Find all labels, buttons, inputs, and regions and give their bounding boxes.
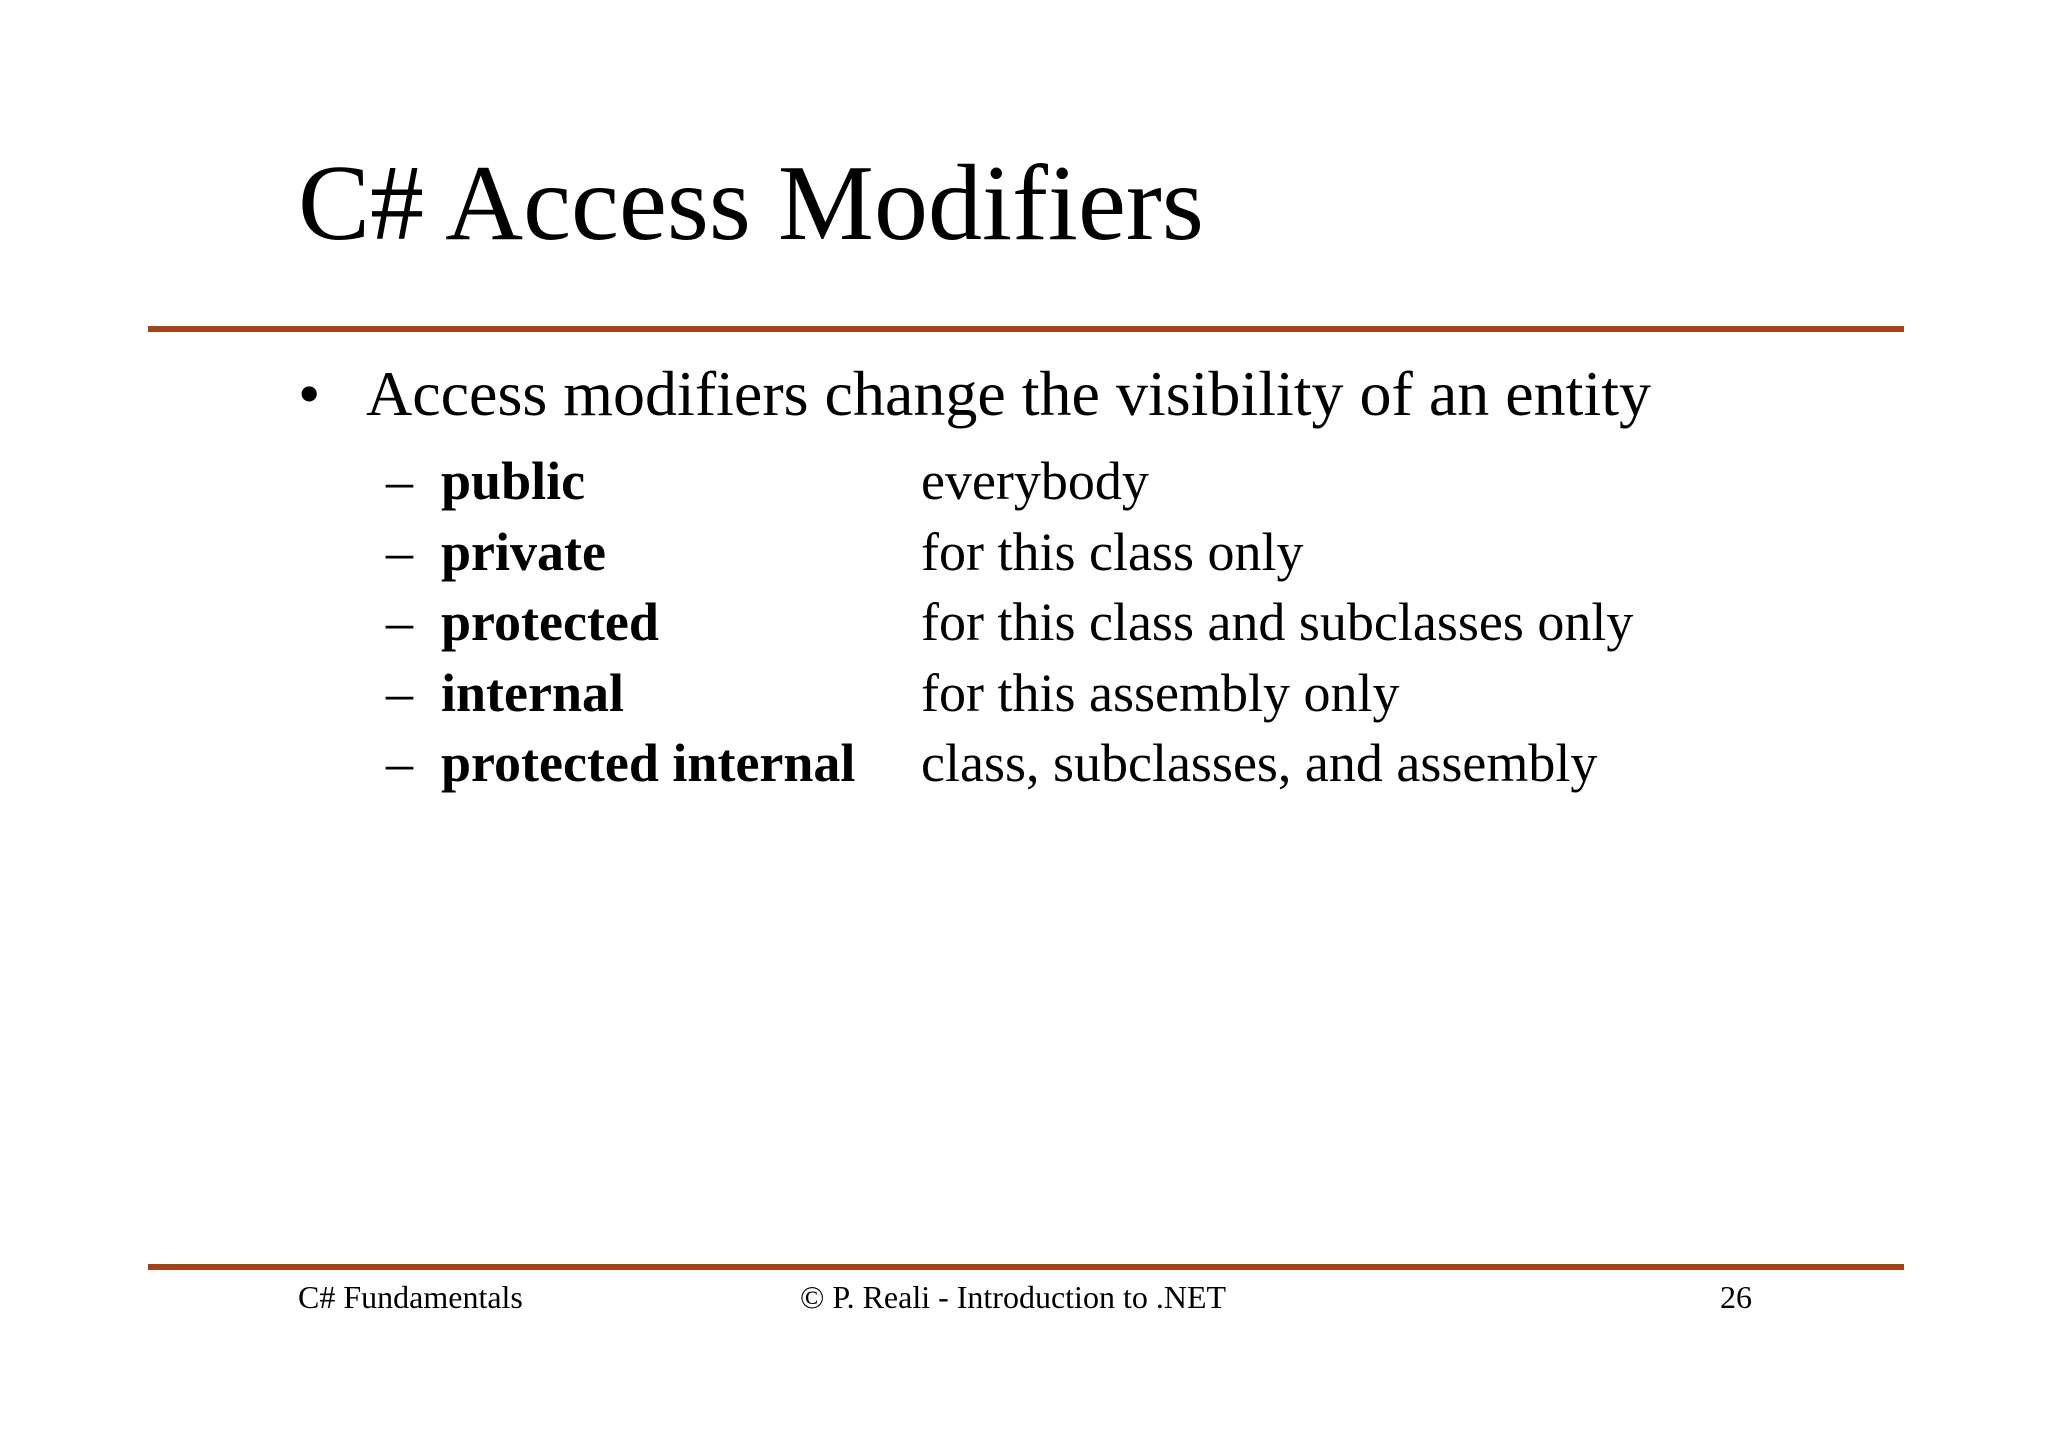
slide-title: C# Access Modifiers <box>298 144 1204 263</box>
modifier-description: for this class only <box>921 521 1304 582</box>
modifier-description: class, subclasses, and assembly <box>921 733 1598 793</box>
dash-icon: – <box>386 592 413 652</box>
modifier-term: internal <box>441 662 624 723</box>
modifier-term: private <box>441 521 606 582</box>
main-bullet <box>298 358 1651 429</box>
dash-icon: – <box>386 521 413 582</box>
dash-icon: – <box>386 451 413 511</box>
modifier-description: everybody <box>921 451 1149 511</box>
modifier-description: for this class and subclasses only <box>921 592 1634 652</box>
title-divider <box>148 326 1904 332</box>
footer-course-title: C# Fundamentals <box>298 1279 523 1315</box>
dash-icon: – <box>386 733 413 793</box>
modifier-term: public <box>441 451 586 511</box>
page-number: 26 <box>1720 1279 1752 1315</box>
modifier-term: protected <box>441 592 659 652</box>
bullet-dot-icon: • <box>298 358 321 429</box>
bullet-text: Access modifiers change the visibility of an entity <box>366 358 1651 429</box>
footer-copyright: © P. Reali - Introduction to .NET <box>800 1279 1227 1315</box>
footer-divider <box>148 1264 1904 1270</box>
modifier-term: protected internal <box>441 733 856 793</box>
dash-icon: – <box>386 662 413 723</box>
modifier-description: for this assembly only <box>921 662 1400 723</box>
